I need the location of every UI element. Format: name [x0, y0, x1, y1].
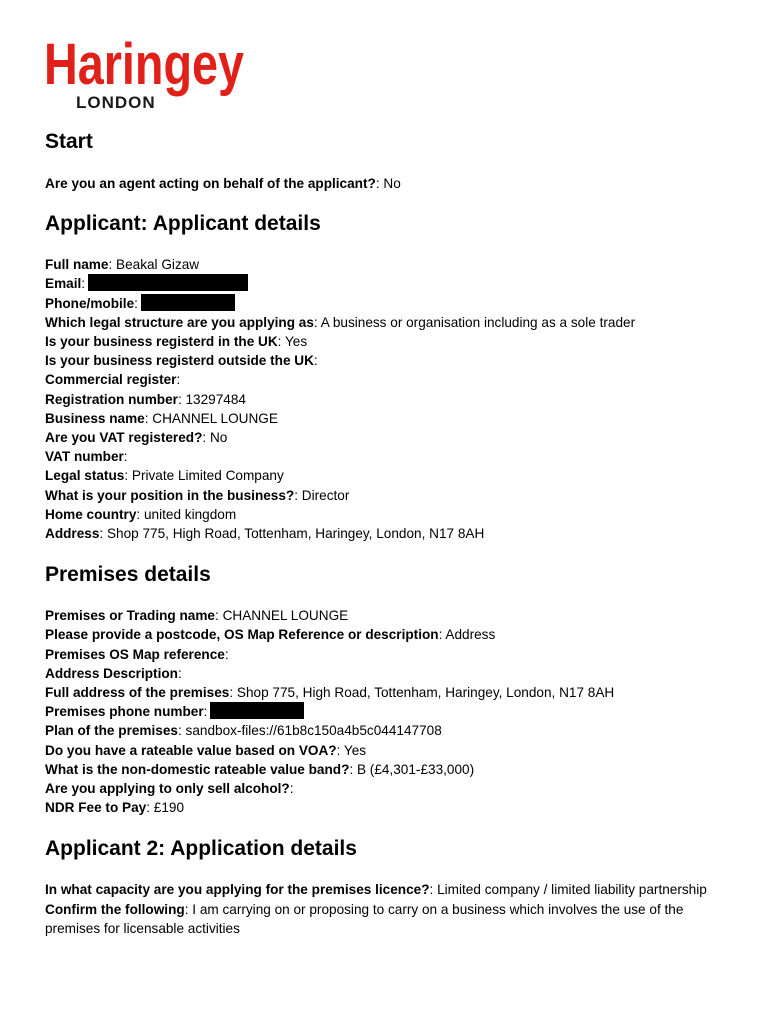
field-full-address-premises: Full address of the premises: Shop 775, High Road, Tottenham, Haringey, London, N17 8AH: [45, 685, 615, 701]
field-ndr-fee: NDR Fee to Pay: £190: [45, 800, 185, 816]
section-title-premises: Premises details: [45, 563, 211, 587]
field-premises-phone: Premises phone number:: [45, 702, 735, 721]
field-address: Address: Shop 775, High Road, Tottenham, Haringey, London, N17 8AH: [45, 526, 485, 542]
field-full-name: Full name: Beakal Gizaw: [45, 257, 200, 273]
field-vat-number: VAT number:: [45, 449, 128, 465]
field-agent-acting: Are you an agent acting on behalf of the applicant?: No: [45, 176, 401, 191]
haringey-london-logo: [44, 32, 249, 112]
field-phone-mobile: Phone/mobile:: [45, 294, 735, 313]
section-title-applicant: Applicant: Applicant details: [45, 212, 321, 236]
field-trading-name: Premises or Trading name: CHANNEL LOUNGE: [45, 608, 349, 624]
field-only-sell-alcohol: Are you applying to only sell alcohol?:: [45, 781, 294, 797]
field-confirm-following: Confirm the following: I am carrying on or proposing to carry on a business which involves the use of the premises for licensable activities: [45, 901, 684, 936]
field-os-map-reference: Premises OS Map reference:: [45, 646, 229, 662]
redaction-bar: [141, 294, 235, 311]
field-registered-outside-uk: Is your business registerd outside the UK:: [45, 353, 318, 369]
field-vat-registered: Are you VAT registered?: No: [45, 430, 228, 446]
field-business-name: Business name: CHANNEL LOUNGE: [45, 410, 278, 426]
field-address-description: Address Description:: [45, 665, 182, 681]
field-plan-of-premises: Plan of the premises: sandbox-files://61b8c150a4b5c044147708: [45, 723, 442, 739]
field-registration-number: Registration number: 13297484: [45, 391, 246, 407]
field-legal-status: Legal status: Private Limited Company: [45, 468, 284, 484]
form-content: [45, 128, 735, 938]
field-home-country: Home country: united kingdom: [45, 506, 237, 522]
field-legal-structure: Which legal structure are you applying as: A business or organisation including as a sole trader: [45, 314, 636, 330]
section-title-applicant-2: Applicant 2: Application details: [45, 837, 357, 861]
field-rateable-value-voa: Do you have a rateable value based on VOA?: Yes: [45, 742, 367, 758]
svg-text:LONDON: LONDON: [76, 93, 156, 112]
field-email: Email:: [45, 274, 735, 293]
field-rateable-value-band: What is the non-domestic rateable value band?: B (£4,301-£33,000): [45, 761, 475, 777]
svg-text:Haringey: Haringey: [44, 32, 244, 97]
section-title-start: Start: [45, 130, 93, 153]
redaction-bar: [88, 274, 248, 291]
field-postcode-reference: Please provide a postcode, OS Map Reference or description: Address: [45, 627, 496, 643]
field-registered-uk: Is your business registerd in the UK: Yes: [45, 334, 308, 350]
field-position: What is your position in the business?: Director: [45, 487, 350, 503]
redaction-bar: [210, 702, 304, 719]
field-capacity: In what capacity are you applying for the premises licence?: Limited company / limited liability partnership: [45, 882, 707, 898]
field-commercial-register: Commercial register:: [45, 372, 181, 388]
